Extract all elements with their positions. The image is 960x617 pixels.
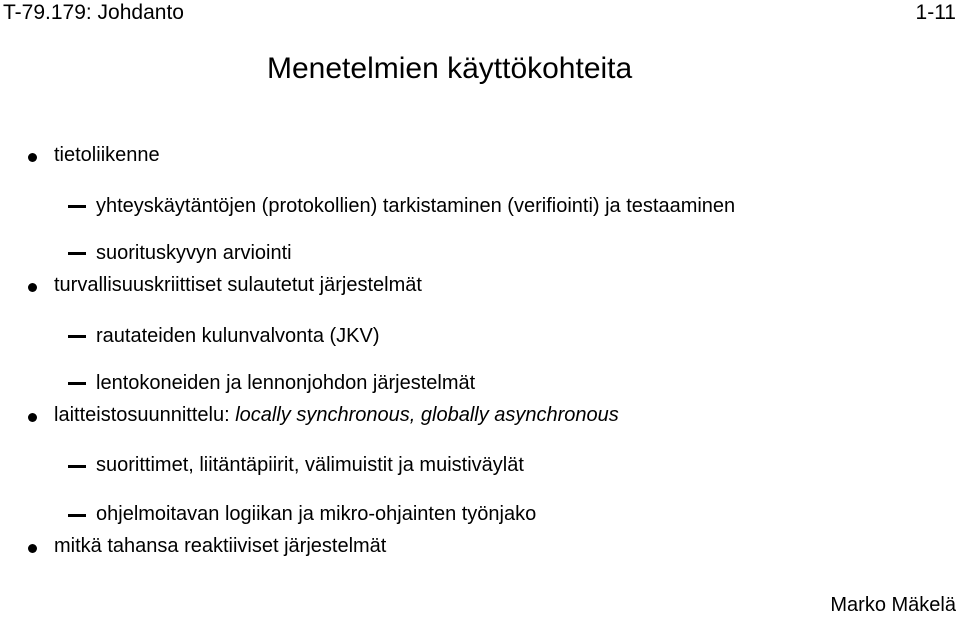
author-name: Marko Mäkelä (830, 594, 956, 616)
list-item: mitkä tahansa reaktiiviset järjestelmät (54, 535, 387, 557)
list-item: tietoliikenne (54, 144, 160, 166)
dash-icon (68, 514, 86, 517)
sub-list-item: yhteyskäytäntöjen (protokollien) tarkistaminen (verifiointi) ja testaaminen (96, 195, 736, 217)
bullet-icon (28, 153, 37, 162)
sub-list-item: suorittimet, liitäntäpiirit, välimuistit ja muistiväylät (96, 454, 524, 476)
list-item-emphasis: locally synchronous, globally asynchronous (235, 404, 619, 426)
course-header: T-79.179: Johdanto (3, 1, 184, 24)
dash-icon (68, 382, 86, 385)
page-number: 1-11 (915, 1, 956, 24)
bullet-icon (28, 283, 37, 292)
bullet-icon (28, 413, 37, 422)
sub-list-item: ohjelmoitavan logiikan ja mikro-ohjainten työnjako (96, 503, 537, 525)
list-item: turvallisuuskriittiset sulautetut järjestelmät (54, 274, 422, 296)
dash-icon (68, 335, 86, 338)
list-item-text: laitteistosuunnittelu: (54, 404, 230, 426)
sub-list-item: suorituskyvyn arviointi (96, 242, 292, 264)
slide-title: Menetelmien käyttökohteita (267, 52, 633, 85)
sub-list-item: rautateiden kulunvalvonta (JKV) (96, 325, 380, 347)
sub-list-item: lentokoneiden ja lennonjohdon järjestelmät (96, 372, 476, 394)
dash-icon (68, 252, 86, 255)
dash-icon (68, 205, 86, 208)
dash-icon (68, 465, 86, 468)
list-item (54, 403, 619, 427)
bullet-icon (28, 544, 37, 553)
